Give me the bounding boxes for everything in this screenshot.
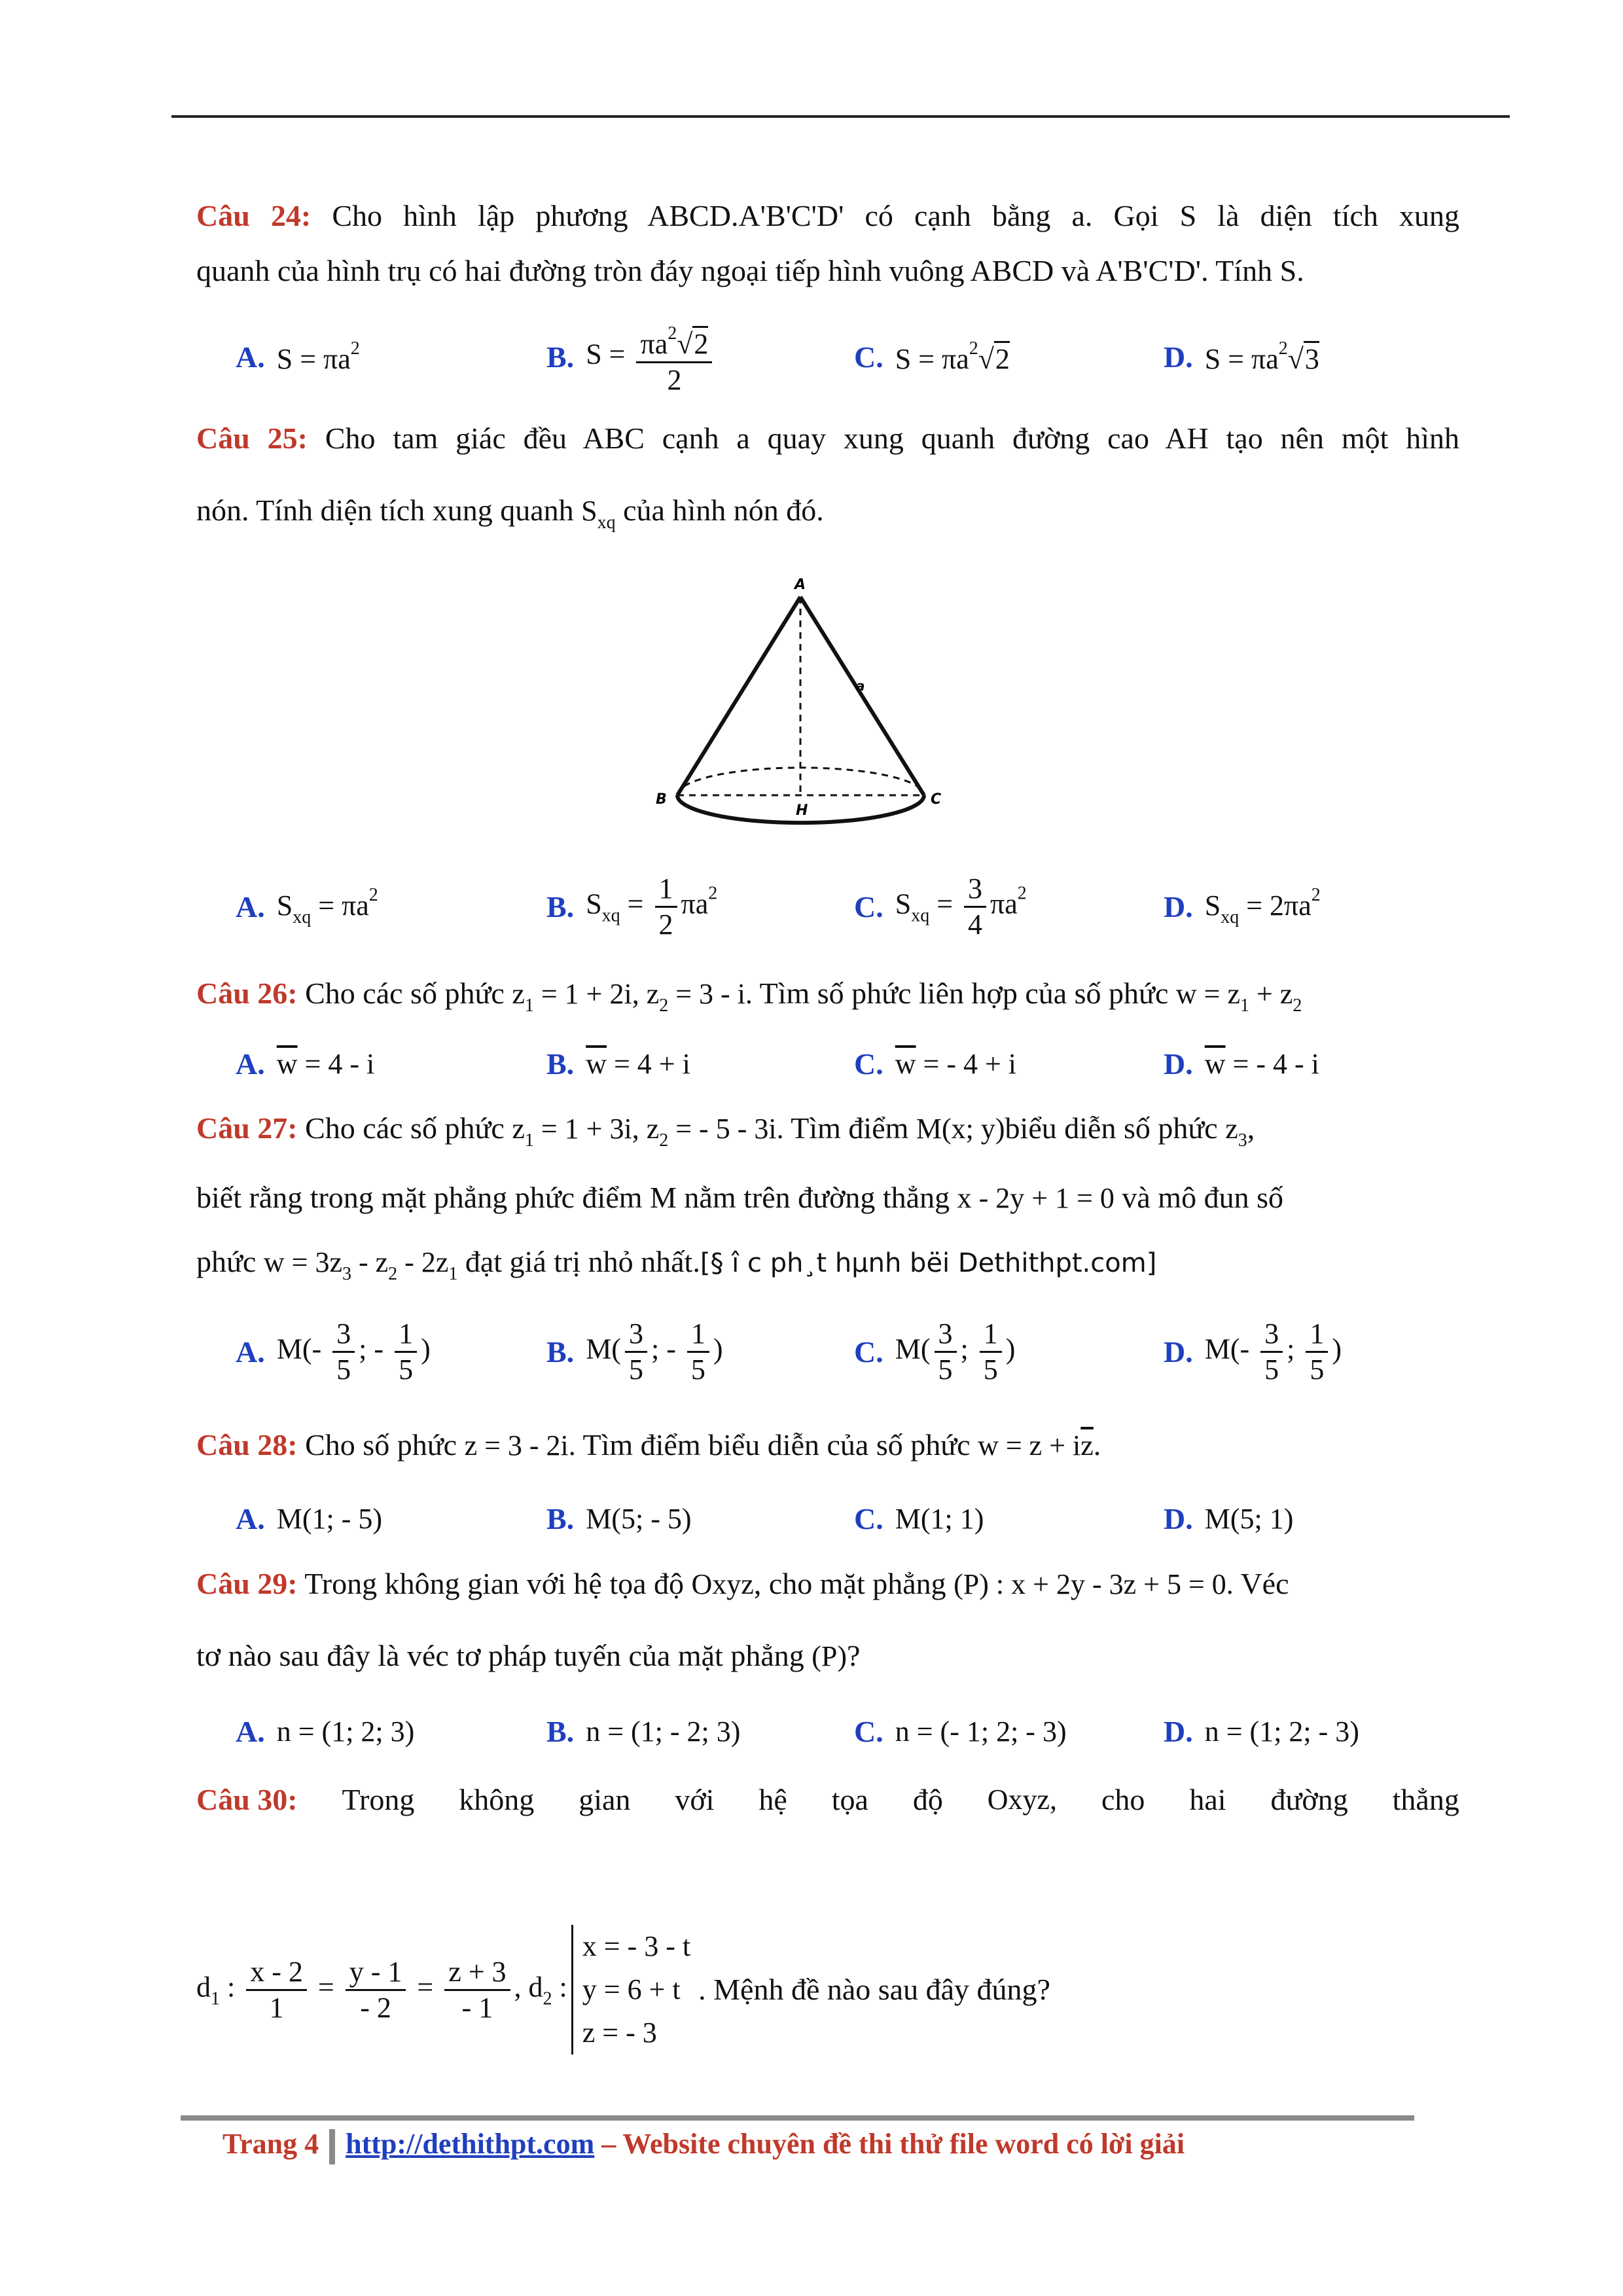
option-b[interactable]: B. $S_{xq}$ = $\frac{1}{2}$ $\pi a^2$ bbox=[546, 872, 718, 941]
question-28-options bbox=[236, 1482, 1479, 1554]
label-b: B bbox=[656, 791, 667, 808]
question-27-line3: phức $w = 3z_3 - z_2 - 2z_1$ đạt giá trị nhỏ nhất.[§ î c ph¸t hµnh bëi Dethithpt.com] bbox=[196, 1245, 1157, 1284]
question-24-options bbox=[236, 321, 1479, 396]
option-b[interactable]: B. S = $\frac{\pi a^2√2}{2}$ bbox=[546, 321, 716, 393]
watermark: [§ î c ph¸t hµnh bëi Dethithpt.com] bbox=[700, 1248, 1157, 1278]
option-c[interactable]: C. $\overline{w}$ = - 4 + i bbox=[854, 1047, 1017, 1081]
option-d[interactable]: D. $S_{xq} = 2\pi a^2$ bbox=[1164, 885, 1321, 927]
option-d[interactable]: D. $\overline{w}$ = - 4 - i bbox=[1164, 1047, 1319, 1081]
question-29-line2: tơ nào sau đây là véc tơ pháp tuyến của mặt phẳng (P)? bbox=[196, 1639, 861, 1672]
option-c[interactable]: C. M( $\frac{3}{5}$ ; $\frac{1}{5}$ ) bbox=[854, 1317, 1016, 1386]
question-label: Câu 24: bbox=[196, 199, 312, 232]
option-b[interactable]: B. $\overline{w} = 4 + i$ bbox=[546, 1047, 690, 1081]
question-27-line2: biết rằng trong mặt phẳng phức điểm M nằm trên đường thẳng x - 2y + 1 = 0 và mô đun số bbox=[196, 1181, 1283, 1214]
question-text: Cho tam giác đều ABC cạnh a quay xung quanh đường cao AH tạo nên một hình bbox=[325, 422, 1459, 455]
label-a: A bbox=[794, 577, 806, 593]
option-c[interactable]: C. n = (- 1; 2; - 3) bbox=[854, 1714, 1067, 1748]
question-24-line2 bbox=[196, 251, 1459, 291]
question-25-line2: nón. Tính diện tích xung quanh $S_{xq}$ của hình nón đó. bbox=[196, 493, 824, 533]
question-25-options bbox=[236, 870, 1479, 942]
question-label: Câu 25: bbox=[196, 422, 308, 455]
option-a[interactable]: A. $S = \pi a^2$ bbox=[236, 338, 360, 375]
option-d[interactable]: D. M(- $\frac{3}{5}$ ; $\frac{1}{5}$ ) bbox=[1164, 1317, 1342, 1386]
option-c[interactable]: C. $S_{xq}$ = $\frac{3}{4}$ $\pi a^2$ bbox=[854, 872, 1027, 941]
option-a[interactable]: A. n = (1; 2; 3) bbox=[236, 1714, 415, 1748]
label-h: H bbox=[796, 802, 808, 819]
footer-tagline: – Website chuyên đề thi thử file word có lời giải bbox=[594, 2128, 1185, 2160]
footer-rule bbox=[181, 2115, 1414, 2121]
question-text: quanh của hình trụ có hai đường tròn đáy ngoại tiếp hình vuông ABCD và A'B'C'D'. Tính S. bbox=[196, 254, 1304, 287]
question-29-options bbox=[236, 1695, 1479, 1767]
question-25-line1 bbox=[196, 419, 1459, 458]
page-number: Trang 4 bbox=[223, 2128, 319, 2160]
question-30-line1: Câu 30: Trong không gian với hệ tọa độ Oxyz, cho hai đường thẳng bbox=[196, 1783, 1459, 1816]
option-a[interactable]: A. M(1; - 5) bbox=[236, 1501, 383, 1535]
question-30-equations: $d_1$ : $\frac{x - 2}{1}$ = $\frac{y - 1}{- 2}$ = $\frac{z + 3}{- 1}$ , $d_2$ : x = - 3 - t y = 6 + t z = - 3 . Mệnh đề nào sau đây đúng? bbox=[196, 1911, 1459, 2068]
question-28: Câu 28: Cho số phức z = 3 - 2i. Tìm điểm biểu diễn của số phức $w = z + i\overline{z}$. bbox=[196, 1428, 1101, 1462]
cone-figure bbox=[648, 569, 988, 851]
label-side-a: a bbox=[856, 678, 865, 694]
footer bbox=[223, 2127, 1185, 2164]
option-d[interactable]: D. n = (1; 2; - 3) bbox=[1164, 1714, 1359, 1748]
option-a[interactable]: A. $S_{xq} = \pi a^2$ bbox=[236, 885, 378, 927]
option-a[interactable]: A. M(- $\frac{3}{5}$ ; - $\frac{1}{5}$ ) bbox=[236, 1317, 431, 1386]
option-a[interactable]: A. $\overline{w} = 4 - i$ bbox=[236, 1047, 375, 1081]
option-b[interactable]: B. n = (1; - 2; 3) bbox=[546, 1714, 741, 1748]
question-27-options bbox=[236, 1316, 1479, 1388]
question-24-line1 bbox=[196, 196, 1459, 236]
question-26-options bbox=[236, 1028, 1479, 1100]
header-rule bbox=[171, 115, 1510, 118]
option-c[interactable]: C. M(1; 1) bbox=[854, 1501, 984, 1535]
option-d[interactable]: D. M(5; 1) bbox=[1164, 1501, 1294, 1535]
option-d[interactable]: D. $S = \pi a^2√3$ bbox=[1164, 338, 1319, 375]
question-29-line1: Câu 29: Trong không gian với hệ tọa độ Oxyz, cho mặt phẳng (P) : x + 2y - 3z + 5 = 0. Véc bbox=[196, 1567, 1289, 1600]
option-c[interactable]: C. $S = \pi a^2√2$ bbox=[854, 338, 1010, 375]
question-27-line1: Câu 27: Cho các số phức $z_1 = 1 + 3i$, $z_2$ = - 5 - 3i. Tìm điểm M(x; y)biểu diễn số phức $z_3$, bbox=[196, 1111, 1255, 1151]
footer-link[interactable]: http://dethithpt.com bbox=[346, 2128, 595, 2160]
question-text: Cho hình lập phương ABCD.A'B'C'D' có cạnh bằng a. Gọi S là diện tích xung bbox=[332, 199, 1459, 232]
option-b[interactable]: B. M( $\frac{3}{5}$ ; - $\frac{1}{5}$ ) bbox=[546, 1317, 723, 1386]
question-26: Câu 26: Cho các số phức $z_1 = 1 + 2i$, $z_2 = 3 - i$. Tìm số phức liên hợp của số phức $w = z_1 + z_2$ bbox=[196, 977, 1302, 1016]
option-b[interactable]: B. M(5; - 5) bbox=[546, 1501, 692, 1535]
label-c: C bbox=[931, 791, 942, 808]
